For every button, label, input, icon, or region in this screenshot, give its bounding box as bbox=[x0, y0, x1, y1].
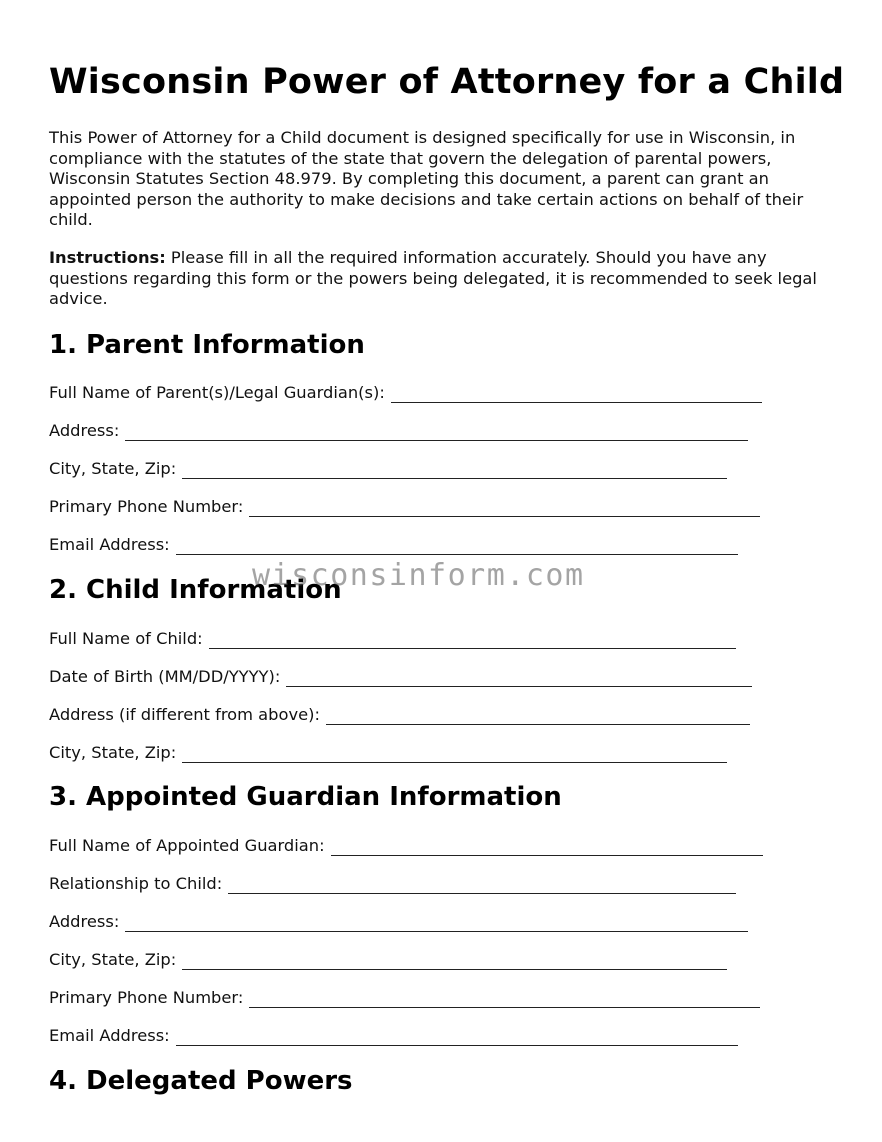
blank-line[interactable] bbox=[249, 500, 760, 517]
blank-line[interactable] bbox=[125, 915, 748, 932]
parent-full-name-field[interactable] bbox=[49, 383, 762, 403]
blank-line[interactable] bbox=[209, 632, 736, 649]
field-label: City, State, Zip: bbox=[49, 459, 177, 478]
section-heading-powers: 4. Delegated Powers bbox=[49, 1066, 353, 1096]
field-label: Relationship to Child: bbox=[49, 874, 223, 893]
field-label: Full Name of Child: bbox=[49, 629, 203, 648]
child-address-field[interactable] bbox=[49, 705, 750, 725]
parent-phone-field[interactable] bbox=[49, 497, 760, 517]
blank-line[interactable] bbox=[391, 386, 762, 403]
field-label: City, State, Zip: bbox=[49, 743, 177, 762]
guardian-email-field[interactable] bbox=[49, 1026, 738, 1046]
child-dob-field[interactable] bbox=[49, 667, 752, 687]
parent-email-field[interactable] bbox=[49, 535, 738, 555]
field-label: Primary Phone Number: bbox=[49, 988, 244, 1007]
blank-line[interactable] bbox=[182, 462, 727, 479]
document-title: Wisconsin Power of Attorney for a Child bbox=[49, 62, 845, 102]
blank-line[interactable] bbox=[249, 991, 760, 1008]
instructions-paragraph bbox=[49, 248, 839, 310]
section-heading-parent: 1. Parent Information bbox=[49, 330, 365, 360]
blank-line[interactable] bbox=[331, 839, 763, 856]
guardian-address-field[interactable] bbox=[49, 912, 748, 932]
section-heading-guardian: 3. Appointed Guardian Information bbox=[49, 782, 562, 812]
field-label: Primary Phone Number: bbox=[49, 497, 244, 516]
parent-address-field[interactable] bbox=[49, 421, 748, 441]
blank-line[interactable] bbox=[125, 424, 748, 441]
blank-line[interactable] bbox=[326, 708, 750, 725]
instructions-label: Instructions: bbox=[49, 248, 166, 267]
section-heading-child: 2. Child Information bbox=[49, 575, 342, 605]
blank-line[interactable] bbox=[182, 746, 727, 763]
blank-line[interactable] bbox=[176, 538, 738, 555]
blank-line[interactable] bbox=[228, 877, 736, 894]
blank-line[interactable] bbox=[176, 1029, 738, 1046]
field-label: City, State, Zip: bbox=[49, 950, 177, 969]
field-label: Address: bbox=[49, 421, 120, 440]
guardian-city-state-zip-field[interactable] bbox=[49, 950, 727, 970]
child-full-name-field[interactable] bbox=[49, 629, 736, 649]
field-label: Date of Birth (MM/DD/YYYY): bbox=[49, 667, 281, 686]
blank-line[interactable] bbox=[286, 670, 752, 687]
parent-city-state-zip-field[interactable] bbox=[49, 459, 727, 479]
field-label: Address (if different from above): bbox=[49, 705, 320, 724]
watermark: wisconsinform.com bbox=[252, 558, 585, 593]
guardian-relationship-field[interactable] bbox=[49, 874, 736, 894]
intro-paragraph: This Power of Attorney for a Child document is designed specifically for use in Wisconsin, in compliance with the statutes of the state that govern the delegation of parental powers, Wisconsin Statutes Section 48.979. By completing this document, a parent can grant an appointed person the authority to make decisions and take certain actions on behalf of their child. bbox=[49, 128, 804, 230]
field-label: Full Name of Parent(s)/Legal Guardian(s): bbox=[49, 383, 385, 402]
field-label: Address: bbox=[49, 912, 120, 931]
instructions-text: Please fill in all the required information accurately. Should you have any questions regarding this form or the powers being delegated, it is recommended to seek legal advice. bbox=[49, 248, 817, 309]
guardian-full-name-field[interactable] bbox=[49, 836, 763, 856]
guardian-phone-field[interactable] bbox=[49, 988, 760, 1008]
field-label: Full Name of Appointed Guardian: bbox=[49, 836, 325, 855]
field-label: Email Address: bbox=[49, 1026, 170, 1045]
child-city-state-zip-field[interactable] bbox=[49, 743, 727, 763]
field-label: Email Address: bbox=[49, 535, 170, 554]
blank-line[interactable] bbox=[182, 953, 727, 970]
